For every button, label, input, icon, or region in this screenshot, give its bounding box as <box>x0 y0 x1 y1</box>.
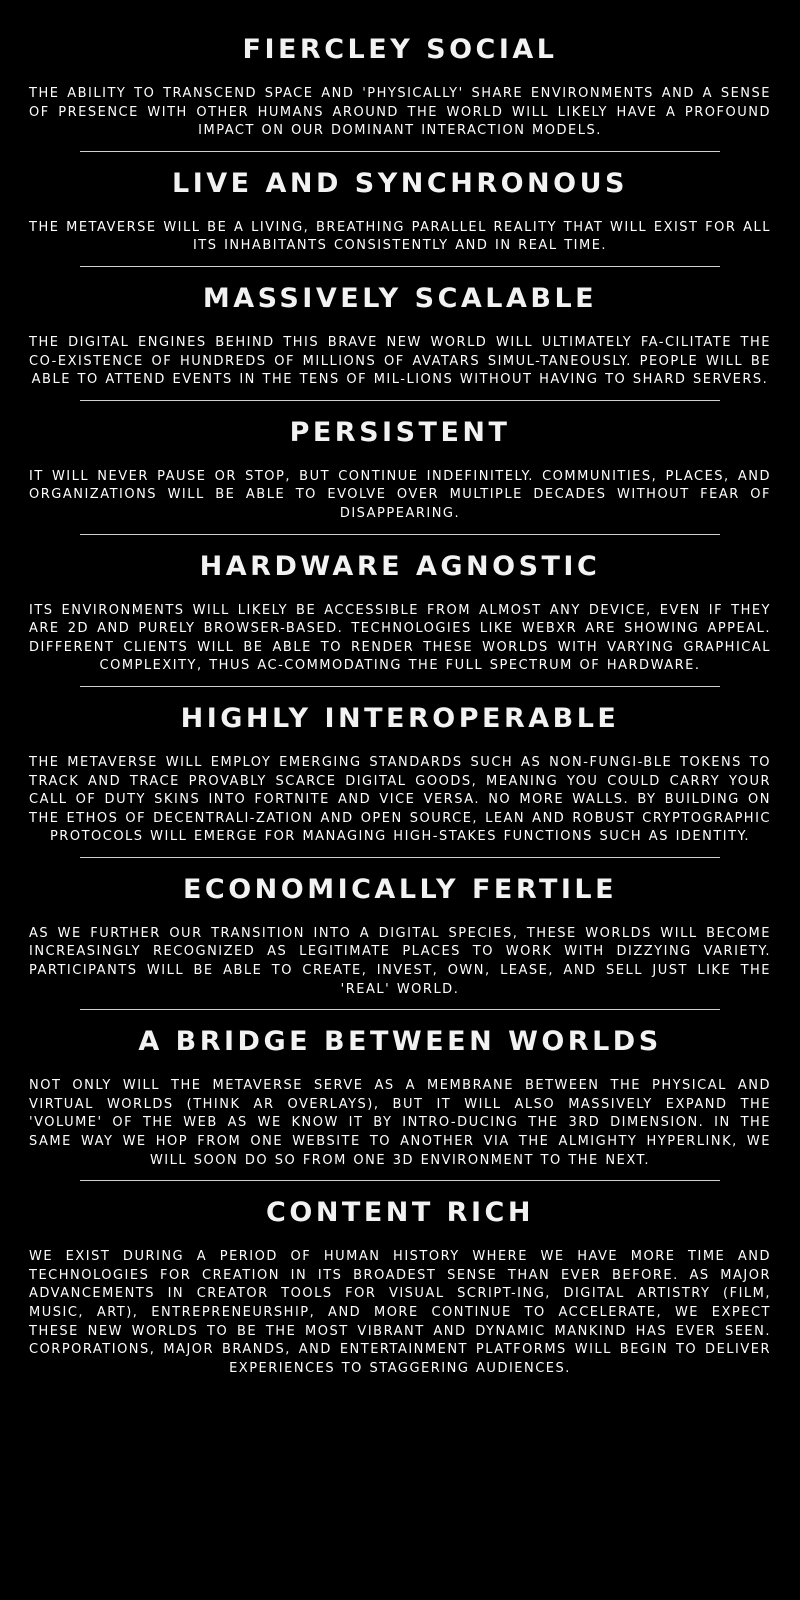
section-heading: HARDWARE AGNOSTIC <box>199 550 601 582</box>
section-body: IT WILL NEVER PAUSE OR STOP, BUT CONTINUE INDEFINITELY. COMMUNITIES, PLACES, AND ORGANIZATIONS WILL BE ABLE TO EVOLVE OVER MULTIPLE DECADES WITHOUT FEAR OF DISAPPEARING. <box>29 468 771 521</box>
section-divider <box>80 1009 720 1010</box>
section-hardware-agnostic <box>0 550 800 676</box>
section-body: NOT ONLY WILL THE METAVERSE SERVE AS A MEMBRANE BETWEEN THE PHYSICAL AND VIRTUAL WORLDS (THINK AR OVERLAYS), BUT IT WILL ALSO MASSIVELY EXPAND THE 'VOLUME' OF THE WEB AS WE KNOW IT BY INTRO-DUCING THE 3RD DIMENSION. IN THE SAME WAY WE HOP FROM ONE WEBSITE TO ANOTHER VIA THE ALMIGHTY HYPERLINK, WE WILL SOON DO SO FROM ONE 3D ENVIRONMENT TO THE NEXT. <box>29 1078 771 1168</box>
section-divider <box>80 1180 720 1181</box>
section-heading: PERSISTENT <box>289 416 511 448</box>
section-economically-fertile <box>0 873 800 999</box>
section-body: WE EXIST DURING A PERIOD OF HUMAN HISTORY WHERE WE HAVE MORE TIME AND TECHNOLOGIES FOR CREATION IN ITS BROADEST SENSE THAN EVER BEFORE. AS MAJOR ADVANCEMENTS IN CREATOR TOOLS FOR VISUAL SCRIPT-ING, DIGITAL ARTISTRY (FILM, MUSIC, ART), ENTREPRENEURSHIP, AND MORE CONTINUE TO ACCELERATE, WE EXPECT THESE NEW WORLDS TO BE THE MOST VIBRANT AND DYNAMIC MANKIND HAS EVER SEEN. CORPORATIONS, MAJOR BRANDS, AND ENTERTAINMENT PLATFORMS WILL BEGIN TO DELIVER EXPERIENCES TO STAGGERING AUDIENCES. <box>29 1249 771 1376</box>
section-highly-interoperable <box>0 702 800 847</box>
section-heading: MASSIVELY SCALABLE <box>202 282 598 314</box>
section-persistent <box>0 416 800 524</box>
section-divider <box>80 534 720 535</box>
section-body: AS WE FURTHER OUR TRANSITION INTO A DIGITAL SPECIES, THESE WORLDS WILL BECOME INCREASINGLY RECOGNIZED AS LEGITIMATE PLACES TO WORK WITH DIZZYING VARIETY. PARTICIPANTS WILL BE ABLE TO CREATE, INVEST, OWN, LEASE, AND SELL JUST LIKE THE 'REAL' WORLD. <box>29 925 771 997</box>
section-body: THE METAVERSE WILL BE A LIVING, BREATHING PARALLEL REALITY THAT WILL EXIST FOR ALL ITS INHABITANTS CONSISTENTLY AND IN REAL TIME. <box>29 219 771 254</box>
section-body: ITS ENVIRONMENTS WILL LIKELY BE ACCESSIBLE FROM ALMOST ANY DEVICE, EVEN IF THEY ARE 2D AND PURELY BROWSER-BASED. TECHNOLOGIES LIKE WEBXR ARE SHOWING APPEAL. DIFFERENT CLIENTS WILL BE ABLE TO RENDER THESE WORLDS WITH VARYING GRAPHICAL COMPLEXITY, THUS AC-COMMODATING THE FULL SPECTRUM OF HARDWARE. <box>29 602 771 674</box>
section-heading: CONTENT RICH <box>266 1197 534 1229</box>
section-divider <box>80 151 720 152</box>
section-heading: ECONOMICALLY FERTILE <box>182 873 618 905</box>
section-a-bridge-between-worlds <box>0 1028 800 1170</box>
section-live-and-synchronous <box>0 167 800 256</box>
section-massively-scalable <box>0 282 800 390</box>
section-body: THE METAVERSE WILL EMPLOY EMERGING STANDARDS SUCH AS NON-FUNGI-BLE TOKENS TO TRACK AND TRACE PROVABLY SCARCE DIGITAL GOODS, MEANING YOU COULD CARRY YOUR CALL OF DUTY SKINS INTO FORTNITE AND VICE VERSA. NO MORE WALLS. BY BUILDING ON THE ETHOS OF DECENTRALI-ZATION AND OPEN SOURCE, LEAN AND ROBUST CRYPTOGRAPHIC PROTOCOLS WILL EMERGE FOR MANAGING HIGH-STAKES FUNCTIONS SUCH AS IDENTITY. <box>29 754 771 845</box>
section-fiercely-social <box>0 36 800 141</box>
section-heading: LIVE AND SYNCHRONOUS <box>172 167 628 199</box>
section-divider <box>80 266 720 267</box>
section-heading: HIGHLY INTEROPERABLE <box>180 702 620 734</box>
section-body: THE DIGITAL ENGINES BEHIND THIS BRAVE NEW WORLD WILL ULTIMATELY FA-CILITATE THE CO-EXISTENCE OF HUNDREDS OF MILLIONS OF AVATARS SIMUL-TANEOUSLY. PEOPLE WILL BE ABLE TO ATTEND EVENTS IN THE TENS OF MIL-LIONS WITHOUT HAVING TO SHARD SERVERS. <box>29 334 771 388</box>
section-divider <box>80 857 720 858</box>
section-heading: A BRIDGE BETWEEN WORLDS <box>138 1026 662 1058</box>
section-heading: FIERCLEY SOCIAL <box>242 34 558 65</box>
section-divider <box>80 686 720 687</box>
section-divider <box>80 400 720 401</box>
section-body: THE ABILITY TO TRANSCEND SPACE AND 'PHYSICALLY' SHARE ENVIRONMENTS AND A SENSE OF PRESENCE WITH OTHER HUMANS AROUND THE WORLD WILL LIKELY HAVE A PROFOUND IMPACT ON OUR DOMINANT INTERACTION MODELS. <box>29 86 771 139</box>
section-content-rich <box>0 1199 800 1378</box>
